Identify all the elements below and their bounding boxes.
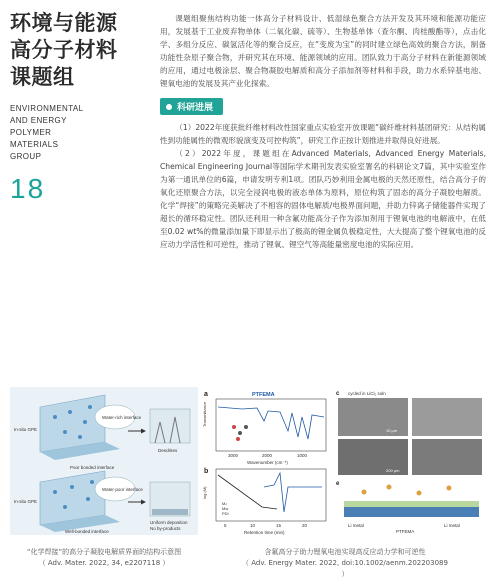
intro-paragraph: 课题组聚焦结构功能一体高分子材料设计、低湿绿色聚合方法开发及其环境和能源功能应用，发展基于工业废弃物单体（二氧化碳、硫等）、生物基单体（查尔酮、肉桂酸酯等），点击化学、多组分反应、碳氢活化等的聚合反应，在“变废为宝”的同时建立绿色高效的聚合方法，制备功能性杂原子聚合物，并研究其在环境、能源领域的应用。团队致力于高分子材料在新能源领域的应用，通过电极涂层、聚合物凝胶电解质和高分子添加剂等材料和手段，助力水系锌基电池、锂氧电池的发展及其产业化探索。 xyxy=(160,14,486,88)
title-block xyxy=(10,10,150,205)
caption-right-ref: （ Adv. Energy Mater. 2022, doi:10.1002/aenm.202203089 ） xyxy=(242,559,448,578)
progress-paragraph-2: （2）2022年度，课题组在Advanced Materials, Advanced Energy Materials, Chemical Engineering Journal等国际学术期刊发表实验室署名的科研论文7篇，其中实验室作为第一通讯单位的6篇，申请发明专利1项。团队巧妙利用金属电极的天然还原性，结合高分子的氧化还原聚合方法，以完全浸润电极的液态单体为原料，原位构筑了固态的高分子凝胶电解质。化学“焊接”的策略完美解决了不相容的固体电解质/电极界面问题，并助力锌离子储能器件实现了超长的循环稳定性。团队还利用一种含氟功能高分子作为添加剂用于锂氧电池的电解液中，在低至0.02 wt%的微量添加量下即显示出了极高的锂金属负极稳定性，大大提高了整个锂氧电池的反应动力学活性和可逆性，推动了锂氧、锂空气等高能量密度电池的实际应用。 xyxy=(160,149,486,249)
x-tick-b-3: 20 xyxy=(302,523,308,528)
cycled-label: cycled in LiCl₂ soln xyxy=(348,391,386,396)
in-situ-label-b: In-situ GPE xyxy=(14,499,38,504)
ptfema-tag: PTFEMA xyxy=(396,529,415,534)
x-tick-a-1: 2000 xyxy=(262,453,273,458)
sem-image-2 xyxy=(412,398,482,436)
caption-left xyxy=(10,547,198,569)
bullet-icon xyxy=(166,104,172,110)
page-number: 18 xyxy=(10,173,46,204)
en-line-5: GROUP xyxy=(10,152,42,161)
li-metal-tag-2: Li metal xyxy=(444,523,460,528)
panel-e-label: e xyxy=(336,481,340,487)
schematic-figure xyxy=(10,387,198,535)
li-metal-tag-1: Li metal xyxy=(348,523,364,528)
sei-layer xyxy=(344,501,479,507)
caption-left-ref: （ Adv. Mater. 2022, 34, e2207118 ） xyxy=(38,559,170,567)
x-tick-b-0: 5 xyxy=(224,523,227,528)
scale-bar-2: 200 μm xyxy=(386,468,400,473)
in-situ-label-a: In-situ GPE xyxy=(14,427,38,432)
schematic-svg xyxy=(10,387,198,535)
x-tick-b-1: 10 xyxy=(250,523,256,528)
main-text xyxy=(160,12,486,251)
y-label-b: log (M) xyxy=(202,486,207,499)
group-title-cn xyxy=(10,10,150,91)
spectra-figure xyxy=(202,387,330,535)
pdi-label: PDI xyxy=(222,511,229,516)
no-byproducts-label: No by-products xyxy=(150,526,181,531)
x-tick-b-2: 15 xyxy=(276,523,282,528)
well-bonded-label: Well-bonded interface xyxy=(65,529,109,534)
sem-svg xyxy=(334,387,486,535)
water-poor-label: Water-poor interface xyxy=(102,487,143,492)
title-line-2: 高分子材料 xyxy=(10,38,118,62)
gpc-curve xyxy=(264,473,322,512)
panel-c-label: c xyxy=(336,391,340,397)
title-line-3: 课题组 xyxy=(10,65,75,89)
sem-figure xyxy=(334,387,486,535)
progress-paragraph-1: （1）2022年度获批纤维材料改性国家重点实验室开放课题“碳纤维材料基团研究：从结构属性到功能属性的微观形貌演变及可控构筑”，研究工作正按计划推进并取得良好进展。 xyxy=(160,123,486,145)
en-line-3: POLYMER xyxy=(10,128,52,137)
uniform-label: Uniform deposition xyxy=(150,520,188,525)
panel-a-label: a xyxy=(204,391,208,398)
en-line-2: AND ENERGY xyxy=(10,116,67,125)
caption-right xyxy=(240,547,450,580)
scale-bar-1: 10 μm xyxy=(386,428,398,433)
dendrite-cell xyxy=(150,409,190,443)
title-line-1: 环境与能源 xyxy=(10,11,118,35)
spectra-svg xyxy=(202,387,330,535)
caption-left-title: “化学焊接”的高分子凝胶电解质界面的结构示意图 xyxy=(26,548,182,556)
x-label-b: Retention time (min) xyxy=(244,530,285,535)
li-metal-layer xyxy=(344,507,479,517)
group-title-en xyxy=(10,103,150,163)
mn-label: Mₙ xyxy=(222,501,227,506)
mw-label: Mw xyxy=(222,506,229,511)
x-label-a: Wavenumber (cm⁻¹) xyxy=(247,460,288,465)
poor-bonded-label: Poor bonded interface xyxy=(70,465,115,470)
y-label-a: Transmittance xyxy=(202,401,207,427)
polymer-name: PTFEMA xyxy=(252,392,275,398)
x-tick-a-2: 1000 xyxy=(297,453,308,458)
en-line-4: MATERIALS xyxy=(10,140,59,149)
section-title: 科研进展 xyxy=(177,103,214,113)
x-tick-a-0: 3000 xyxy=(228,453,239,458)
sem-image-1 xyxy=(338,398,408,436)
section-heading xyxy=(160,98,223,115)
sem-image-4 xyxy=(412,439,482,475)
figures-area xyxy=(0,387,494,583)
ftir-curve xyxy=(218,407,324,439)
caption-right-title: 含氟高分子助力锂氧电池实现高反应动力学和可逆性 xyxy=(264,548,426,556)
water-rich-label: Water-rich interface xyxy=(102,415,142,420)
en-line-1: ENVIRONMENTAL xyxy=(10,104,84,113)
uniform-cell xyxy=(150,482,190,516)
molecule-sketch xyxy=(232,425,248,441)
dendrites-label: Dendrites xyxy=(158,448,178,453)
panel-b-label: b xyxy=(204,468,209,475)
